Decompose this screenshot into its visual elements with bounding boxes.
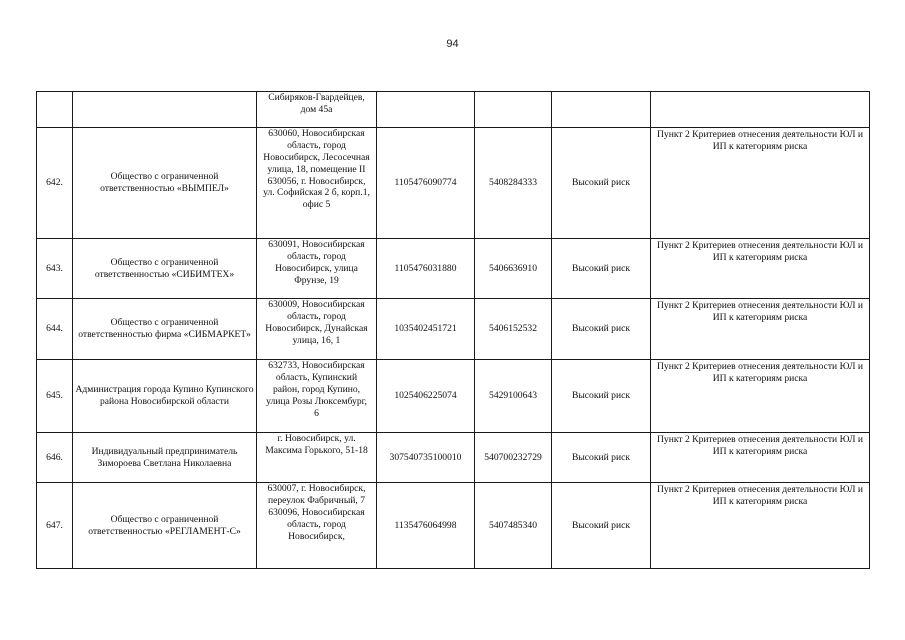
table-row	[37, 239, 870, 299]
inn-value: 5408284333	[475, 128, 552, 239]
criterion-text: Пункт 2 Критериев отнесения деятельности ЮЛ и ИП к категориям риска	[651, 360, 870, 433]
org-name: Общество с ограниченной ответственностью «ВЫМПЕЛ»	[73, 128, 257, 239]
inn-value: 5407485340	[475, 483, 552, 569]
ogrn-value: 1025406225074	[377, 360, 475, 433]
risk-category: Высокий риск	[552, 360, 651, 433]
criterion-text: Пункт 2 Критериев отнесения деятельности ЮЛ и ИП к категориям риска	[651, 433, 870, 483]
inn-value: 5406636910	[475, 239, 552, 299]
page-number: 94	[446, 38, 459, 50]
row-number: 646.	[37, 433, 73, 483]
org-name	[73, 92, 257, 128]
org-name: Индивидуальный предприниматель Зимороева Светлана Николаевна	[73, 433, 257, 483]
risk-category: Высокий риск	[552, 128, 651, 239]
registry-table	[36, 91, 870, 569]
table-row	[37, 299, 870, 360]
row-number: 647.	[37, 483, 73, 569]
inn-value: 540700232729	[475, 433, 552, 483]
risk-category: Высокий риск	[552, 299, 651, 360]
org-address: 630007, г. Новосибирск, переулок Фабричный, 7 630096, Новосибирская область, город Новосибирск,	[257, 483, 377, 569]
inn-value	[475, 92, 552, 128]
table-row	[37, 483, 870, 569]
org-name: Общество с ограниченной ответственностью «РЕГЛАМЕНТ-С»	[73, 483, 257, 569]
org-address: 630091, Новосибирская область, город Новосибирск, улица Фрунзе, 19	[257, 239, 377, 299]
table-row	[37, 433, 870, 483]
org-name: Администрация города Купино Купинского района Новосибирской области	[73, 360, 257, 433]
table-row	[37, 92, 870, 128]
org-name: Общество с ограниченной ответственностью «СИБИМТЕХ»	[73, 239, 257, 299]
risk-category: Высокий риск	[552, 483, 651, 569]
inn-value: 5429100643	[475, 360, 552, 433]
row-number: 644.	[37, 299, 73, 360]
risk-category	[552, 92, 651, 128]
ogrn-value: 307540735100010	[377, 433, 475, 483]
org-address: 632733, Новосибирская область, Купинский район, город Купино, улица Розы Люксембург, 6	[257, 360, 377, 433]
table-row	[37, 128, 870, 239]
org-name: Общество с ограниченной ответственностью фирма «СИБМАРКЕТ»	[73, 299, 257, 360]
ogrn-value: 1135476064998	[377, 483, 475, 569]
criterion-text	[651, 92, 870, 128]
criterion-text: Пункт 2 Критериев отнесения деятельности ЮЛ и ИП к категориям риска	[651, 483, 870, 569]
inn-value: 5406152532	[475, 299, 552, 360]
criterion-text: Пункт 2 Критериев отнесения деятельности ЮЛ и ИП к категориям риска	[651, 299, 870, 360]
org-address: г. Новосибирск, ул. Максима Горького, 51-18	[257, 433, 377, 483]
row-number: 642.	[37, 128, 73, 239]
ogrn-value: 1105476090774	[377, 128, 475, 239]
org-address: 630060, Новосибирская область, город Новосибирск, Лесосечная улица, 18, помещение II 630056, г. Новосибирск, ул. Софийская 2 б, корп.1, офис 5	[257, 128, 377, 239]
org-address: 630009, Новосибирская область, город Новосибирск, Дунайская улица, 16, 1	[257, 299, 377, 360]
ogrn-value: 1035402451721	[377, 299, 475, 360]
ogrn-value	[377, 92, 475, 128]
row-number: 643.	[37, 239, 73, 299]
ogrn-value: 1105476031880	[377, 239, 475, 299]
risk-category: Высокий риск	[552, 239, 651, 299]
criterion-text: Пункт 2 Критериев отнесения деятельности ЮЛ и ИП к категориям риска	[651, 128, 870, 239]
row-number: 645.	[37, 360, 73, 433]
table-row	[37, 360, 870, 433]
row-number	[37, 92, 73, 128]
org-address: Сибиряков-Гвардейцев, дом 45а	[257, 92, 377, 128]
risk-category: Высокий риск	[552, 433, 651, 483]
criterion-text: Пункт 2 Критериев отнесения деятельности ЮЛ и ИП к категориям риска	[651, 239, 870, 299]
